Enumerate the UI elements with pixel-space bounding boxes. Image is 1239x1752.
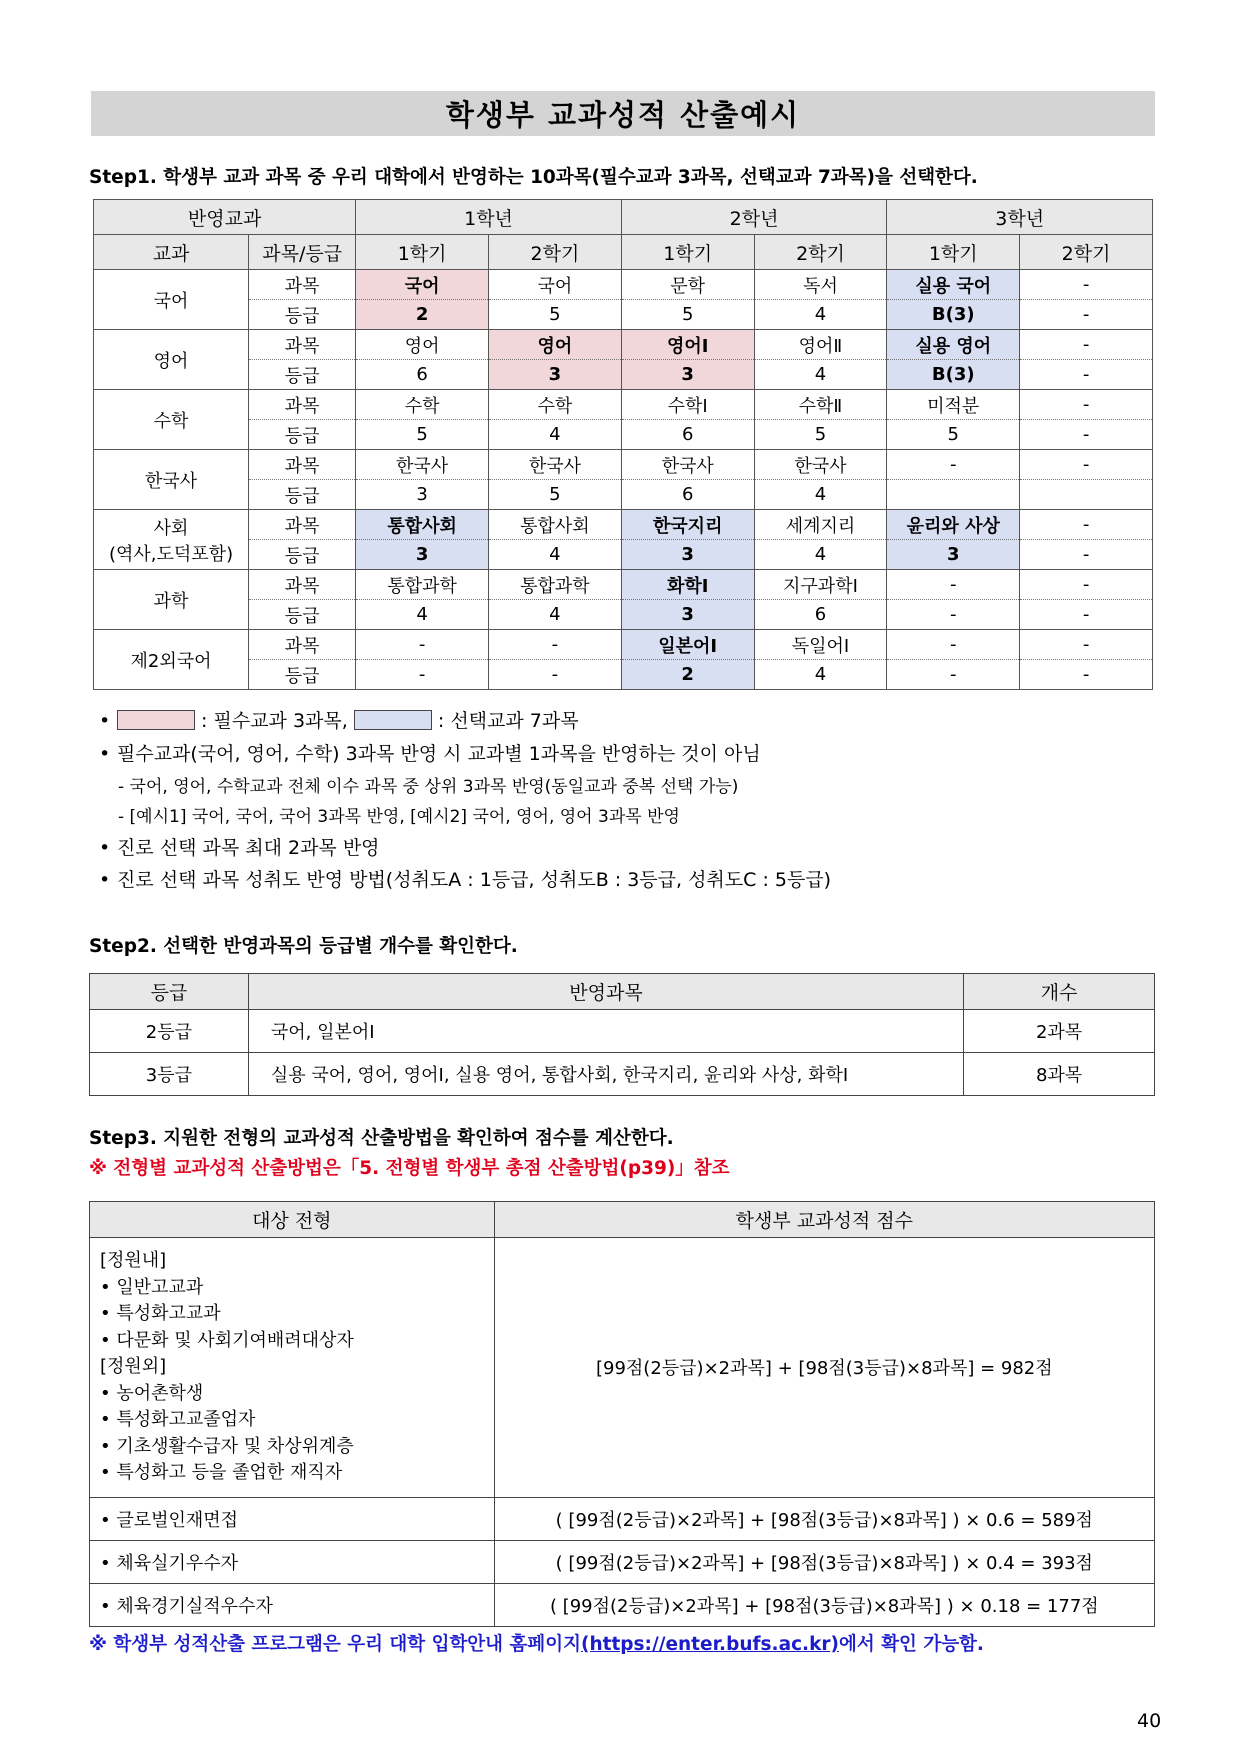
course-name-cell <box>94 570 249 630</box>
subject-cell: - <box>1020 570 1153 600</box>
step2-heading: Step2. 선택한 반영과목의 등급별 개수를 확인한다. <box>89 936 518 957</box>
admission-type-item: • 특성화고교과 <box>100 1303 221 1324</box>
bullet-icon: • <box>99 869 111 891</box>
subject-cell: 실용 국어 <box>887 270 1020 300</box>
grade-cell: 6 <box>621 420 754 450</box>
table-row <box>94 540 1153 570</box>
subjects-cell: 실용 국어, 영어, 영어Ⅰ, 실용 영어, 통합사회, 한국지리, 윤리와 사상, 화학Ⅰ <box>248 1053 963 1096</box>
grade-cell: 6 <box>754 600 887 630</box>
bullet-icon: • <box>99 837 111 859</box>
header-cell: 2학기 <box>489 235 622 270</box>
grade-cell: - <box>1020 600 1153 630</box>
grade-cell: 6 <box>621 480 754 510</box>
admission-type-item: • 농어촌학생 <box>100 1382 204 1404</box>
admission-type-item: • 일반고교과 <box>100 1276 204 1298</box>
table-row <box>94 390 1153 420</box>
subject-cell: - <box>1020 330 1153 360</box>
course-name-cell <box>94 450 249 510</box>
subject-cell: 영어Ⅱ <box>754 330 887 360</box>
score-formula-cell: ( [99점(2등급)×2과목] + [98점(3등급)×8과목] ) × 0.18 = 177점 <box>494 1583 1154 1626</box>
grade-cell <box>887 480 1020 510</box>
subject-cell: 통합과학 <box>489 570 622 600</box>
table-row <box>94 570 1153 600</box>
bullet-item <box>99 865 831 892</box>
count-cell: 2과목 <box>964 1010 1155 1053</box>
course-name: 사회 <box>153 517 189 539</box>
subject-cell: - <box>887 630 1020 660</box>
row-label-subject: 과목 <box>249 390 356 420</box>
course-name-cell <box>94 270 249 330</box>
grade-cell: 3 <box>356 480 489 510</box>
subject-cell: - <box>1020 390 1153 420</box>
grade-cell: 5 <box>887 420 1020 450</box>
row-label-grade: 등급 <box>249 300 356 330</box>
subject-cell: 세계지리 <box>754 510 887 540</box>
row-label-subject: 과목 <box>249 330 356 360</box>
grade-cell: 2 <box>356 300 489 330</box>
admission-type-cell: • 체육경기실적우수자 <box>90 1583 495 1626</box>
grade-cell: B(3) <box>887 360 1020 390</box>
grade-cell: - <box>1020 660 1153 690</box>
row-label-grade: 등급 <box>249 480 356 510</box>
grade-cell: 4 <box>754 660 887 690</box>
subject-cell: 독서 <box>754 270 887 300</box>
grade-cell: - <box>1020 360 1153 390</box>
grade-cell: - <box>489 660 622 690</box>
grade-cell: 3 <box>621 600 754 630</box>
admission-type-item: • 기초생활수급자 및 차상위계층 <box>100 1435 354 1457</box>
grade-cell: 5 <box>621 300 754 330</box>
grade-cell: 2등급 <box>90 1010 249 1053</box>
course-name-cell <box>94 630 249 690</box>
row-label-grade: 등급 <box>249 540 356 570</box>
count-cell: 8과목 <box>964 1053 1155 1096</box>
header-cell: 1학기 <box>887 235 1020 270</box>
subject-cell: 미적분 <box>887 390 1020 420</box>
header-cell: 등급 <box>90 974 249 1010</box>
bullet-icon: • <box>99 743 111 765</box>
course-name-cell <box>94 330 249 390</box>
admission-type-item: • 다문화 및 사회기여배려대상자 <box>100 1329 354 1351</box>
table-header-row <box>94 200 1153 235</box>
subject-cell: 독일어Ⅰ <box>754 630 887 660</box>
course-name-cell <box>94 390 249 450</box>
subject-cell: 화학Ⅰ <box>621 570 754 600</box>
grade-cell: 4 <box>754 480 887 510</box>
header-cell: 1학년 <box>356 200 622 235</box>
table-row <box>90 1238 1155 1498</box>
admission-type-cell: • 체육실기우수자 <box>90 1540 495 1583</box>
legend-swatch-selected <box>354 710 432 730</box>
grade-cell: 4 <box>489 540 622 570</box>
subject-cell: 통합사회 <box>356 510 489 540</box>
legend-label-required: : 필수교과 3과목, <box>201 710 348 732</box>
score-formula-cell: ( [99점(2등급)×2과목] + [98점(3등급)×8과목] ) × 0.4 = 393점 <box>494 1540 1154 1583</box>
grade-cell: 3 <box>621 540 754 570</box>
row-label-subject: 과목 <box>249 570 356 600</box>
grade-cell: 3 <box>887 540 1020 570</box>
table-row <box>94 270 1153 300</box>
grade-cell: - <box>887 600 1020 630</box>
bullet-icon: • <box>99 710 111 732</box>
table-header-row <box>90 974 1155 1010</box>
table-row <box>90 1583 1155 1626</box>
subject-cell: 한국사 <box>489 450 622 480</box>
course-name: 영어 <box>153 350 189 372</box>
subject-cell: 수학Ⅰ <box>621 390 754 420</box>
admission-type-item: [정원외] <box>100 1356 167 1377</box>
row-label-subject: 과목 <box>249 630 356 660</box>
table-row <box>94 450 1153 480</box>
row-label-subject: 과목 <box>249 450 356 480</box>
bullet-text: 필수교과(국어, 영어, 수학) 3과목 반영 시 교과별 1과목을 반영하는 것이 아님 <box>117 743 761 765</box>
row-label-grade: 등급 <box>249 660 356 690</box>
subject-cell: 영어 <box>356 330 489 360</box>
header-cell: 개수 <box>964 974 1155 1010</box>
subject-cell: - <box>1020 270 1153 300</box>
header-cell: 반영과목 <box>248 974 963 1010</box>
header-cell: 2학년 <box>621 200 887 235</box>
admission-type-item: • 특성화고 등을 졸업한 재직자 <box>100 1462 343 1483</box>
subject-cell: 실용 영어 <box>887 330 1020 360</box>
step3-heading: Step3. 지원한 전형의 교과성적 산출방법을 확인하여 점수를 계산한다. <box>89 1128 674 1149</box>
subject-cell: 지구과학Ⅰ <box>754 570 887 600</box>
table-row <box>94 660 1153 690</box>
table-row <box>94 300 1153 330</box>
subject-cell: 국어 <box>489 270 622 300</box>
subject-cell: 국어 <box>356 270 489 300</box>
course-name: 한국사 <box>144 470 198 492</box>
course-name: 국어 <box>153 290 189 312</box>
admission-type-list <box>90 1238 495 1498</box>
legend-label-selected: : 선택교과 7과목 <box>437 710 579 732</box>
sub-bullet-item: - 국어, 영어, 수학교과 전체 이수 과목 중 상위 3과목 반영(동일교과 중복 선택 가능) <box>118 777 739 797</box>
grade-cell: 4 <box>754 360 887 390</box>
course-name: 과학 <box>153 590 189 612</box>
step3-reference-note: ※ 전형별 교과성적 산출방법은「5. 전형별 학생부 총점 산출방법(p39)」참조 <box>89 1158 730 1179</box>
bullet-text: 진로 선택 과목 성취도 반영 방법(성취도A : 1등급, 성취도B : 3등급, 성취도C : 5등급) <box>117 869 832 891</box>
row-label-grade: 등급 <box>249 600 356 630</box>
header-cell: 1학기 <box>621 235 754 270</box>
subject-cell: - <box>1020 450 1153 480</box>
bullet-text: 진로 선택 과목 최대 2과목 반영 <box>117 837 380 859</box>
table-header-row <box>94 235 1153 270</box>
grade-cell: - <box>887 660 1020 690</box>
course-name: 제2외국어 <box>130 650 212 672</box>
row-label-grade: 등급 <box>249 360 356 390</box>
subject-cell: 문학 <box>621 270 754 300</box>
bullet-item <box>99 833 380 860</box>
table-row <box>90 1540 1155 1583</box>
admission-type-item: • 특성화고교졸업자 <box>100 1409 256 1430</box>
grade-cell: 4 <box>754 540 887 570</box>
subjects-cell: 국어, 일본어Ⅰ <box>248 1010 963 1053</box>
admission-type-item: [정원내] <box>100 1250 167 1271</box>
subject-cell: 한국사 <box>621 450 754 480</box>
grade-table <box>93 199 1153 690</box>
grade-cell: 2 <box>621 660 754 690</box>
bullet-item <box>99 739 761 766</box>
sub-bullet-item: - [예시1] 국어, 국어, 국어 3과목 반영, [예시2] 국어, 영어, 영어 3과목 반영 <box>118 807 680 827</box>
table-header-row <box>90 1202 1155 1238</box>
header-cell: 1학기 <box>356 235 489 270</box>
grade-cell: 5 <box>489 480 622 510</box>
table-row <box>94 480 1153 510</box>
admission-type-cell: • 글로벌인재면접 <box>90 1497 495 1540</box>
course-name: 수학 <box>153 410 189 432</box>
table-row <box>90 1010 1155 1053</box>
score-formula-cell: [99점(2등급)×2과목] + [98점(3등급)×8과목] = 982점 <box>494 1238 1154 1498</box>
grade-count-table <box>89 973 1155 1096</box>
grade-cell: 6 <box>356 360 489 390</box>
header-cell: 대상 전형 <box>90 1202 495 1238</box>
homepage-link[interactable]: (https://enter.bufs.ac.kr) <box>580 1634 839 1655</box>
grade-cell: B(3) <box>887 300 1020 330</box>
grade-cell: 5 <box>754 420 887 450</box>
table-row <box>94 330 1153 360</box>
course-name-note: (역사,도덕포함) <box>109 543 234 565</box>
grade-cell: 3 <box>356 540 489 570</box>
bullet-legend <box>99 706 579 733</box>
table-row <box>94 600 1153 630</box>
grade-cell: 4 <box>489 600 622 630</box>
step1-heading: Step1. 학생부 교과 과목 중 우리 대학에서 반영하는 10과목(필수교과 3과목, 선택교과 7과목)을 선택한다. <box>89 167 978 188</box>
header-cell: 3학년 <box>887 200 1153 235</box>
footer-note <box>89 1630 984 1656</box>
subject-cell: 영어 <box>489 330 622 360</box>
table-row <box>94 510 1153 540</box>
subject-cell: 통합과학 <box>356 570 489 600</box>
grade-cell: - <box>1020 540 1153 570</box>
footer-note-text: ※ 학생부 성적산출 프로그램은 우리 대학 입학안내 홈페이지 <box>89 1634 581 1655</box>
header-cell: 과목/등급 <box>249 235 356 270</box>
table-row <box>90 1053 1155 1096</box>
subject-cell: - <box>489 630 622 660</box>
header-cell: 반영교과 <box>94 200 356 235</box>
grade-cell: 4 <box>489 420 622 450</box>
grade-cell: - <box>1020 420 1153 450</box>
grade-cell: 5 <box>356 420 489 450</box>
subject-cell: 통합사회 <box>489 510 622 540</box>
grade-cell: 3등급 <box>90 1053 249 1096</box>
grade-cell: 3 <box>489 360 622 390</box>
grade-cell <box>1020 480 1153 510</box>
header-cell: 교과 <box>94 235 249 270</box>
subject-cell: 한국사 <box>356 450 489 480</box>
grade-cell: 4 <box>356 600 489 630</box>
grade-cell: 3 <box>621 360 754 390</box>
grade-cell: - <box>1020 300 1153 330</box>
table-row <box>94 630 1153 660</box>
subject-cell: 영어Ⅰ <box>621 330 754 360</box>
row-label-subject: 과목 <box>249 270 356 300</box>
subject-cell: - <box>1020 510 1153 540</box>
score-table <box>89 1201 1155 1627</box>
subject-cell: 수학Ⅱ <box>754 390 887 420</box>
subject-cell: 한국사 <box>754 450 887 480</box>
subject-cell: - <box>1020 630 1153 660</box>
table-row <box>90 1497 1155 1540</box>
page-title: 학생부 교과성적 산출예시 <box>91 91 1155 136</box>
subject-cell: 윤리와 사상 <box>887 510 1020 540</box>
grade-cell: 4 <box>754 300 887 330</box>
subject-cell: - <box>887 570 1020 600</box>
score-formula-cell: ( [99점(2등급)×2과목] + [98점(3등급)×8과목] ) × 0.6 = 589점 <box>494 1497 1154 1540</box>
subject-cell: - <box>887 450 1020 480</box>
grade-cell: - <box>356 660 489 690</box>
page-number: 40 <box>1137 1710 1162 1732</box>
header-cell: 2학기 <box>754 235 887 270</box>
course-name-cell <box>94 510 249 570</box>
footer-note-text: 에서 확인 가능함. <box>838 1634 984 1655</box>
table-row <box>94 420 1153 450</box>
table-row <box>94 360 1153 390</box>
row-label-subject: 과목 <box>249 510 356 540</box>
subject-cell: - <box>356 630 489 660</box>
grade-cell: 5 <box>489 300 622 330</box>
header-cell: 학생부 교과성적 점수 <box>494 1202 1154 1238</box>
header-cell: 2학기 <box>1020 235 1153 270</box>
row-label-grade: 등급 <box>249 420 356 450</box>
subject-cell: 수학 <box>356 390 489 420</box>
subject-cell: 수학 <box>489 390 622 420</box>
subject-cell: 한국지리 <box>621 510 754 540</box>
subject-cell: 일본어Ⅰ <box>621 630 754 660</box>
legend-swatch-required <box>117 710 195 730</box>
